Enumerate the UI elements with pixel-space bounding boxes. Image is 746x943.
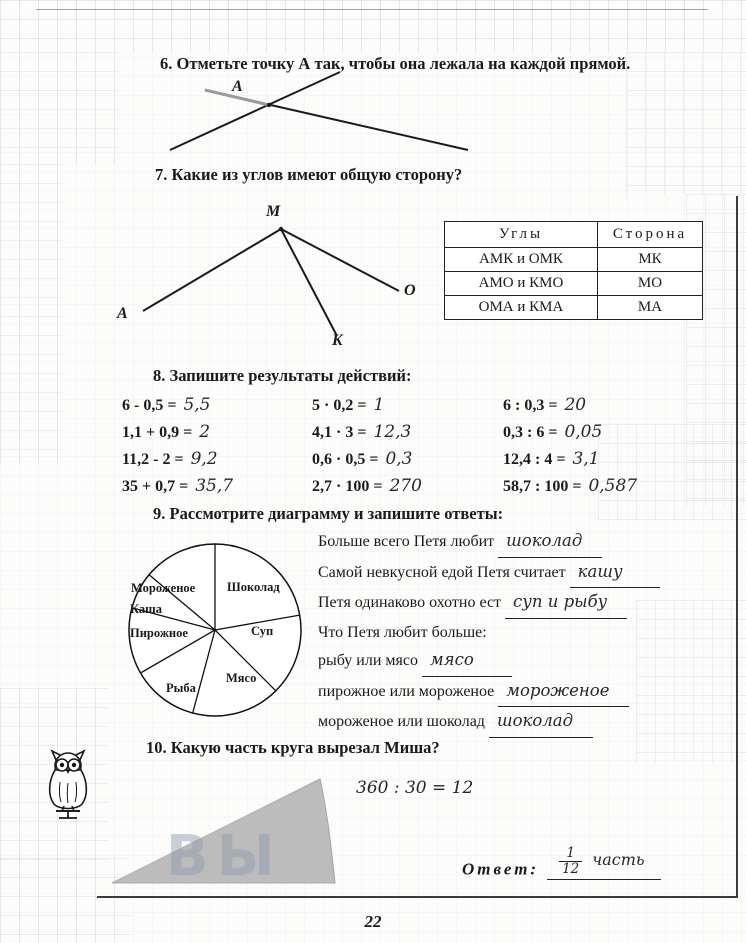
handwritten-answer: мороженое xyxy=(506,680,610,700)
page-frame-right xyxy=(736,196,738,897)
owl-icon xyxy=(42,748,94,822)
crossing-lines-drawing xyxy=(140,68,480,163)
equation-answer-handwritten: 0,587 xyxy=(588,476,638,496)
table-cell-side: МК xyxy=(598,248,703,272)
equation-answer-handwritten: 12,3 xyxy=(373,422,412,442)
equation-expression: 0,6 · 0,5 = xyxy=(312,451,379,468)
pie-sector-label-chocolate: Шоколад xyxy=(227,580,280,594)
equation-answer-handwritten: 2 xyxy=(199,422,211,442)
equation xyxy=(312,392,422,419)
answer-area xyxy=(462,846,661,880)
equation-answer-handwritten: 1 xyxy=(373,395,385,415)
question-text: пирожное или мороженое xyxy=(318,682,495,700)
angle-rays-drawing xyxy=(115,202,425,347)
table-cell-side: МО xyxy=(598,272,703,296)
answer-blank xyxy=(498,678,629,708)
grid-patch xyxy=(626,52,746,194)
answer-label: Ответ: xyxy=(462,859,540,879)
table-row xyxy=(445,296,703,320)
equation-expression: 5 · 0,2 = xyxy=(312,397,367,414)
problem-7-title: 7. Какие из углов имеют общую сторону? xyxy=(155,165,463,184)
table-header-side: Сторона xyxy=(598,222,703,248)
question-row xyxy=(318,620,666,647)
fraction-unit: часть xyxy=(592,850,645,870)
page-frame-top xyxy=(36,9,708,10)
vertex-m-dot xyxy=(279,227,283,231)
handwritten-answer: шоколад xyxy=(506,531,583,550)
table-cell-side: МА xyxy=(598,296,703,320)
equation-expression: 35 + 0,7 = xyxy=(122,478,189,495)
table-row xyxy=(445,272,703,296)
equation xyxy=(122,473,233,500)
pie-sector-label-porridge: Каша xyxy=(130,602,162,616)
fraction-numerator: 1 xyxy=(566,845,575,861)
point-a-label: A xyxy=(232,78,243,95)
problem-8-title: 8. Запишите результаты действий: xyxy=(153,366,412,385)
point-a-dot xyxy=(267,103,271,107)
answer-blank xyxy=(489,708,593,738)
question-text: рыбу или мясо xyxy=(318,652,418,669)
pie-sector-label-soup: Суп xyxy=(251,624,274,638)
page-bleed-through-text: ВЫ xyxy=(166,824,283,889)
equations-column-2 xyxy=(312,392,422,500)
equation xyxy=(503,446,637,473)
question-row xyxy=(318,589,666,619)
pie-sector-label-cake: Пирожное xyxy=(130,626,188,640)
question-text: Больше всего Петя любит xyxy=(318,533,495,550)
question-text: Что Петя любит больше: xyxy=(318,623,487,641)
question-text: Самой невкусной едой Петя считает xyxy=(318,563,566,581)
equation xyxy=(122,446,233,473)
question-row xyxy=(318,559,666,589)
question-row xyxy=(318,708,666,738)
ray-o-label: O xyxy=(404,282,416,299)
equation xyxy=(312,446,422,473)
answer-blank xyxy=(498,528,602,558)
equation xyxy=(503,473,637,500)
answer-blank xyxy=(422,647,512,677)
fraction-denominator: 12 xyxy=(559,861,582,877)
pie-sector-label-meat: Мясо xyxy=(226,671,257,685)
handwritten-answer: кашу xyxy=(577,561,623,581)
equation-answer-handwritten: 9,2 xyxy=(190,449,218,469)
question-text: Петя одинаково охотно ест xyxy=(318,594,502,611)
problem-9-title: 9. Рассмотрите диаграмму и запишите ответы: xyxy=(153,504,504,523)
equation-expression: 4,1 · 3 = xyxy=(312,424,367,441)
handwritten-answer: шоколад xyxy=(496,711,574,730)
fraction-answer xyxy=(559,846,582,877)
equation-answer-handwritten: 3,1 xyxy=(572,449,600,469)
equation-expression: 11,2 - 2 = xyxy=(122,451,184,468)
question-text: мороженое или шоколад xyxy=(318,713,485,730)
pie-sector-label-icecream: Мороженое xyxy=(131,581,196,595)
equation xyxy=(503,392,637,419)
ray-a-label: A xyxy=(117,305,128,322)
answer-blank-line xyxy=(547,846,661,880)
table-cell-angles: АМК и ОМК xyxy=(445,248,598,272)
equation-answer-handwritten: 0,3 xyxy=(385,449,413,469)
grid-patch xyxy=(0,52,118,164)
table-header-row xyxy=(445,222,703,248)
equation-answer-handwritten: 35,7 xyxy=(195,476,234,496)
equation xyxy=(122,392,233,419)
problem-6-figure xyxy=(140,68,480,163)
equation-expression: 58,7 : 100 = xyxy=(503,478,582,495)
handwritten-answer: мясо xyxy=(429,650,474,669)
equation-answer-handwritten: 0,05 xyxy=(564,422,603,442)
equation-expression: 6 - 0,5 = xyxy=(122,397,177,414)
question-row xyxy=(318,647,666,677)
grid-patch xyxy=(0,164,62,464)
handwritten-answer: суп и рыбу xyxy=(513,592,608,611)
owl-mascot xyxy=(42,748,94,822)
problem-10-title: 10. Какую часть круга вырезал Миша? xyxy=(146,738,440,757)
question-row xyxy=(318,528,666,558)
equation xyxy=(312,473,422,500)
questions-answers-block xyxy=(318,528,666,739)
table-cell-angles: ОМА и КМА xyxy=(445,296,598,320)
equation-expression: 0,3 : 6 = xyxy=(503,424,558,441)
pie-sector-label-fish: Рыба xyxy=(166,681,196,695)
table-row xyxy=(445,248,703,272)
angles-table xyxy=(444,221,703,320)
page-number: 22 xyxy=(364,912,382,931)
equation xyxy=(312,419,422,446)
problem-6-title: 6. Отметьте точку А так, чтобы она лежала на каждой прямой. xyxy=(160,54,631,73)
table-header-angles: Углы xyxy=(445,222,598,248)
problem-7-figure xyxy=(115,202,425,347)
vertex-m-label: M xyxy=(266,203,281,220)
equations-column-1 xyxy=(122,392,233,500)
answer-blank xyxy=(505,589,627,619)
handwritten-calculation: 360 : 30 = 12 xyxy=(356,778,474,798)
equation-answer-handwritten: 20 xyxy=(564,395,587,415)
answer-blank xyxy=(570,559,660,589)
table-cell-angles: АМО и КМО xyxy=(445,272,598,296)
equation-expression: 1,1 + 0,9 = xyxy=(122,424,193,441)
equation-expression: 2,7 · 100 = xyxy=(312,478,383,495)
equation-expression: 12,4 : 4 = xyxy=(503,451,566,468)
equation xyxy=(122,419,233,446)
equation-expression: 6 : 0,3 = xyxy=(503,397,558,414)
grid-patch xyxy=(0,0,746,52)
question-row xyxy=(318,678,666,708)
ray-k-label: K xyxy=(332,332,343,349)
equations-column-3 xyxy=(503,392,637,500)
equation-answer-handwritten: 5,5 xyxy=(183,395,211,415)
equation-answer-handwritten: 270 xyxy=(389,476,422,496)
equation xyxy=(503,419,637,446)
